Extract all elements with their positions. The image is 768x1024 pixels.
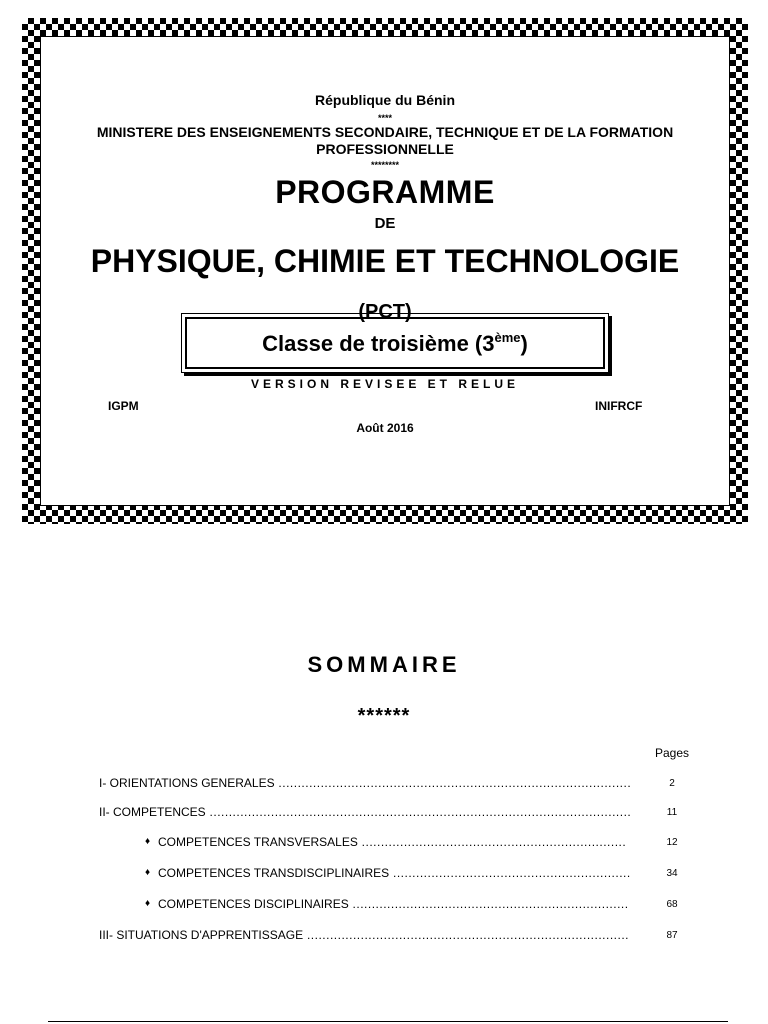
publication-date: Août 2016: [356, 421, 414, 435]
class-label: [185, 317, 605, 369]
programme-title: PROGRAMME: [275, 174, 495, 210]
toc-entry-page: 11: [666, 807, 678, 818]
subject-title: PHYSIQUE, CHIMIE ET TECHNOLOGIE: [90, 243, 680, 279]
sommaire-title: SOMMAIRE: [307, 652, 461, 677]
class-label-sup: ème: [494, 330, 521, 345]
toc-entry-label: II- COMPETENCES .....: [99, 805, 632, 819]
toc-entry[interactable]: [0, 897, 768, 913]
toc-entry-label: I- ORIENTATIONS GENERALES .....: [99, 776, 630, 790]
pages-column-label: Pages: [655, 746, 690, 760]
toc-entry-label: III- SITUATIONS D'APPRENTISSAGE .....: [99, 928, 630, 942]
version-note: VERSION REVISEE ET RELUE: [250, 377, 520, 391]
toc-entry-label: COMPETENCES DISCIPLINAIRES .....: [158, 897, 629, 911]
toc-entry-page: 68: [666, 899, 678, 910]
subject-abbreviation: (PCT): [358, 301, 412, 323]
toc-entry[interactable]: [0, 805, 768, 821]
toc-entry-page: 12: [666, 837, 678, 848]
class-box: [181, 313, 609, 373]
ministry-name: MINISTERE DES ENSEIGNEMENTS SECONDAIRE, TECHNIQUE ET DE LA FORMATION PROFESSIONNELLE: [96, 124, 674, 157]
toc-entry[interactable]: [0, 866, 768, 882]
diamond-bullet-icon: ♦: [145, 867, 151, 878]
bottom-divider: [48, 1021, 728, 1022]
diamond-bullet-icon: ♦: [145, 898, 151, 909]
republic-heading: République du Bénin: [315, 92, 455, 108]
diamond-bullet-icon: ♦: [145, 836, 151, 847]
toc-entry-page: 87: [666, 930, 678, 941]
class-label-close: ): [520, 331, 528, 356]
toc-entry-label: COMPETENCES TRANSDISCIPLINAIRES .....: [158, 866, 630, 880]
toc-entry-page: 34: [666, 868, 678, 879]
toc-entry[interactable]: [0, 776, 768, 792]
class-label-text: Classe de troisième (3: [262, 331, 495, 356]
toc-entry[interactable]: [0, 835, 768, 851]
toc-entry[interactable]: [0, 928, 768, 944]
toc-entry-page: 2: [669, 778, 675, 789]
cover-content: [40, 36, 730, 506]
sommaire-stars: ******: [357, 705, 411, 727]
de-connector: DE: [374, 215, 396, 232]
cover-frame: [22, 18, 748, 524]
left-organization: IGPM: [108, 399, 139, 413]
right-organization: INIFRCF: [595, 399, 643, 413]
separator-stars-8: ********: [370, 160, 400, 170]
toc-entry-label: COMPETENCES TRANSVERSALES .....: [158, 835, 627, 849]
separator-stars-4: ****: [377, 113, 392, 123]
